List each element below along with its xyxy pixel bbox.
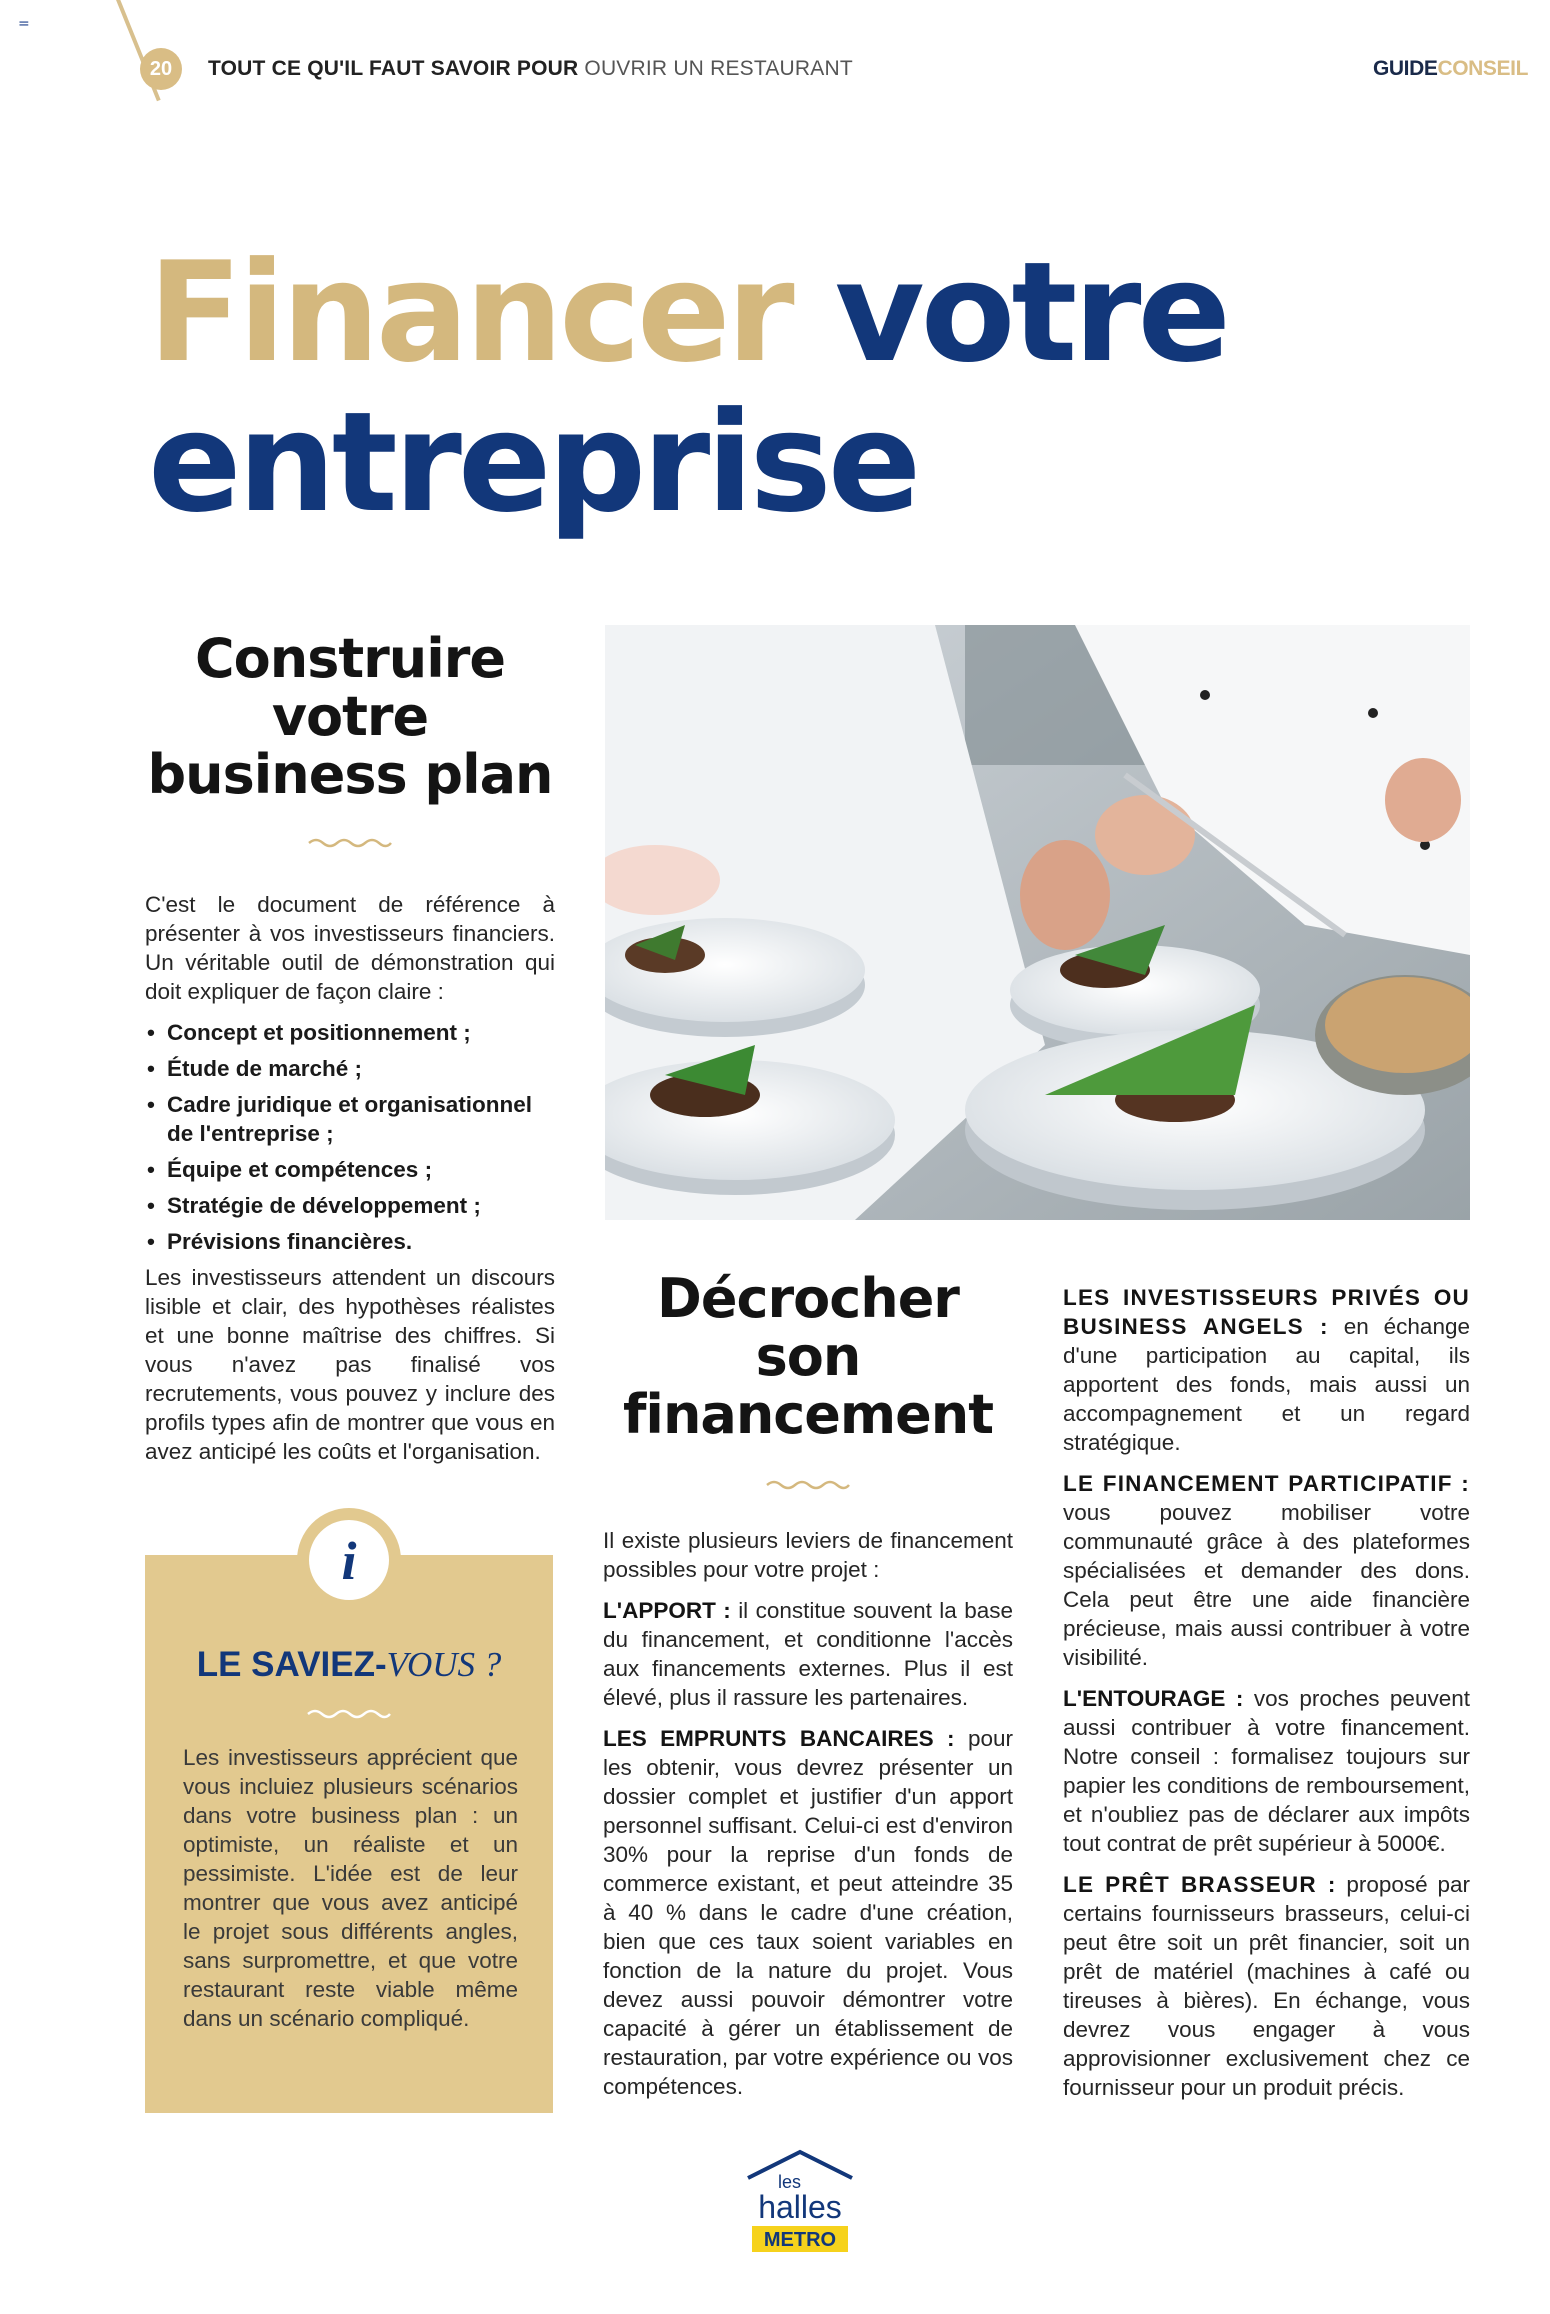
running-title-bold: TOUT CE QU'IL FAUT SAVOIR POUR (208, 57, 579, 80)
item-text: en échange d'une participation au capital, ils apportent des fonds, mais aussi un accompagnement et un regard stratégique. (1063, 1314, 1470, 1455)
list-item: • Concept et positionnement ; (145, 1018, 555, 1047)
metro-logo (740, 2148, 860, 2258)
business-plan-list (145, 1018, 555, 1256)
section-label-light: CONSEIL (1437, 57, 1528, 80)
chefs-plating-photo (605, 625, 1470, 1220)
running-title-rest: OUVRIR UN RESTAURANT (584, 57, 853, 80)
info-icon: i (341, 1531, 357, 1591)
business-plan-column (145, 627, 555, 1466)
did-you-know-title (145, 1645, 553, 1685)
item-lead: LES INVESTISSEURS PRIVÉS OU BUSINESS ANGELS : (1063, 1285, 1470, 1339)
financing-item-brasseur (1063, 1870, 1470, 2102)
business-plan-intro: C'est le document de référence à présenter à vos investisseurs financiers. Un véritable outil de démonstration qui doit expliquer de façon claire : (145, 892, 555, 1004)
financing-item-entourage (1063, 1684, 1470, 1858)
item-lead: LES EMPRUNTS BANCAIRES : (603, 1726, 955, 1751)
financing-item-emprunts (603, 1724, 1013, 2101)
financing-column (603, 1267, 1013, 2113)
logo-line3: METRO (763, 2229, 837, 2251)
page-number: 20 (140, 48, 182, 90)
financing-item-investisseurs (1063, 1283, 1470, 1457)
business-plan-heading (145, 627, 555, 806)
item-text: il constitue souvent la base du financement, et conditionne l'accès aux financements externes. Plus il est élevé, plus il rassure les partenaires. (603, 1598, 1013, 1710)
section-label (1373, 57, 1528, 81)
item-text: pour les obtenir, vous devrez présenter un dossier complet et justifier d'un apport personnel suffisant. Celui-ci est d'environ 30% pour la reprise d'un fonds de commerce existant, et peut atteindre 35 à 40 % dans le cadre d'une création, bien que ces taux soient variables en fonction de la nature du projet. Vous devez aussi pouvoir démontrer votre capacité à gérer un établissement de restauration, par votre expérience ou vos compétences. (603, 1726, 1013, 2099)
financing-heading (603, 1267, 1013, 1446)
title-word-entreprise: entreprise (148, 382, 918, 543)
logo-line2: halles (758, 2189, 842, 2225)
item-lead: LE FINANCEMENT PARTICIPATIF : (1063, 1471, 1470, 1496)
item-text: proposé par certains fournisseurs brasseurs, celui-ci peut être soit un prêt financier, soit un prêt de matériel (machines à café ou tireuses à bières). En échange, vous devrez vous engager à vous approvisionner exclusivement chez ce fournisseur pour un produit précis. (1063, 1872, 1470, 2100)
business-plan-outro: Les investisseurs attendent un discours lisible et clair, des hypothèses réalistes et une bonne maîtrise des chiffres. Si vous n'avez pas finalisé vos recrutements, vous pouvez y inclure des profils types afin de montrer que vous en avez anticipé les coûts et l'organisation. (145, 1265, 555, 1464)
title-word-votre: votre (834, 232, 1228, 393)
financing-item-apport (603, 1596, 1013, 1712)
wave-divider (765, 1478, 851, 1492)
financing-intro: Il existe plusieurs leviers de financement possibles pour votre projet : (603, 1528, 1013, 1582)
photo-illustration (605, 625, 1470, 1220)
heading-line: Construire (195, 627, 505, 690)
heading-line: business plan (147, 743, 553, 806)
financing-column-continued (1063, 1283, 1470, 2114)
page-header (140, 48, 1540, 92)
logo-line1: les (778, 2172, 802, 2192)
list-item: • Étude de marché ; (145, 1054, 555, 1083)
list-item: • Prévisions financières. (145, 1227, 555, 1256)
did-you-know-box (145, 1531, 553, 2113)
financing-item-participatif (1063, 1469, 1470, 1672)
list-item: • Cadre juridique et organisationnel de l'entreprise ; (145, 1090, 555, 1148)
page-title (148, 232, 1228, 543)
item-lead: L'ENTOURAGE : (1063, 1686, 1244, 1711)
wave-divider (307, 836, 393, 850)
title-part-b: VOUS ? (386, 1645, 502, 1684)
list-item: • Stratégie de développement ; (145, 1191, 555, 1220)
list-item: • Équipe et compétences ; (145, 1155, 555, 1184)
item-lead: L'APPORT : (603, 1598, 731, 1623)
corner-mark: = (18, 16, 30, 32)
title-part-a: LE SAVIEZ- (196, 1645, 387, 1684)
item-lead: LE PRÊT BRASSEUR : (1063, 1872, 1337, 1897)
info-icon-badge (294, 1505, 404, 1615)
item-text: vos proches peuvent aussi contribuer à votre financement. Notre conseil : formalisez toujours sur papier les conditions de remboursement, et n'oubliez pas de déclarer aux impôts tout contrat de prêt supérieur à 5000€. (1063, 1686, 1470, 1856)
section-label-bold: GUIDE (1372, 57, 1438, 80)
title-word-financer: Financer (148, 232, 791, 393)
wave-divider (306, 1707, 392, 1721)
running-title (208, 57, 853, 81)
heading-line: financement (622, 1383, 994, 1446)
heading-line: Décrocher (657, 1267, 959, 1330)
item-text: vous pouvez mobiliser votre communauté grâce à des plateformes spécialisées et demander des dons. Cela peut être une aide financière précieuse, mais aussi contribuer à votre visibilité. (1063, 1500, 1470, 1670)
heading-line: son (755, 1325, 861, 1388)
did-you-know-text: Les investisseurs apprécient que vous incluiez plusieurs scénarios dans votre business plan : un optimiste, un réaliste et un pessimiste. L'idée est de leur montrer que vous avez anticipé le projet sous différents angles, sans surpromettre, et que votre restaurant reste viable même dans un scénario compliqué. (183, 1745, 518, 2031)
heading-line: votre (271, 685, 429, 748)
